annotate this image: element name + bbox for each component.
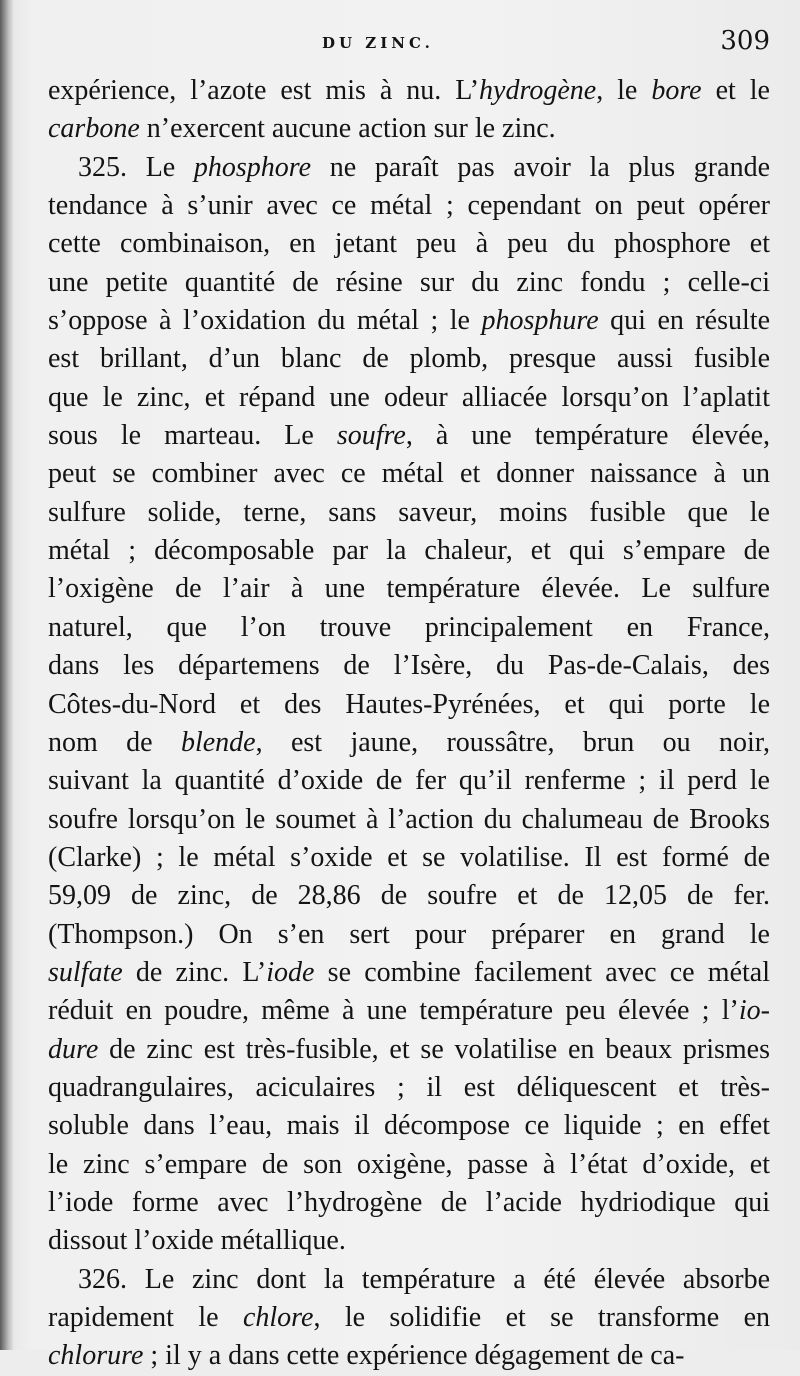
italic-term: sulfate bbox=[48, 956, 123, 988]
text-run: et le bbox=[701, 75, 770, 106]
text-line bbox=[48, 1337, 770, 1375]
text-run: , le bbox=[596, 75, 652, 106]
text-run: rapidement le bbox=[48, 1302, 243, 1333]
text-line bbox=[48, 72, 770, 110]
italic-term: chlorure bbox=[48, 1340, 144, 1372]
text-run: métal ; décomposable par la chaleur, et qui s’empare de bbox=[48, 535, 770, 567]
text-line bbox=[48, 340, 770, 378]
text-run: 326. Le zinc dont la température a été élevée absorbe bbox=[78, 1263, 770, 1295]
text-run: (Thompson.) On s’en sert pour préparer en grand le bbox=[48, 918, 770, 950]
text-run: réduit en poudre, même à une température peu élevée ; l’ bbox=[48, 995, 739, 1027]
text-line bbox=[48, 532, 770, 570]
text-run: se combine facilement avec ce métal bbox=[314, 956, 770, 988]
text-run: ne paraît pas avoir la plus grande bbox=[311, 151, 770, 183]
italic-term: hydrogène bbox=[479, 75, 597, 106]
text-run: naturel, que l’on trouve principalement en France, bbox=[48, 611, 770, 643]
text-line bbox=[48, 302, 770, 340]
italic-term: phosphure bbox=[481, 305, 599, 337]
text-run: (Clarke) ; le métal s’oxide et se volatilise. Il est formé de bbox=[48, 841, 770, 873]
text-run: sous le marteau. Le bbox=[48, 420, 337, 452]
text-run: de zinc. L’ bbox=[122, 956, 267, 988]
running-head bbox=[48, 26, 770, 66]
page-number: 309 bbox=[720, 26, 770, 56]
text-run: cette combinaison, en jetant peu à peu du phosphore et bbox=[48, 228, 770, 260]
text-run: nom de bbox=[48, 726, 181, 758]
text-line bbox=[48, 916, 770, 954]
text-run: une petite quantité de résine sur du zinc fondu ; celle-ci bbox=[48, 266, 770, 298]
text-run: soluble dans l’eau, mais il décompose ce liquide ; en effet bbox=[48, 1110, 770, 1142]
text-run: s’oppose à l’oxidation du métal ; le bbox=[48, 305, 482, 337]
text-line bbox=[48, 110, 770, 148]
text-line bbox=[48, 839, 770, 877]
text-run: n’exercent aucune action sur le zinc. bbox=[139, 113, 556, 145]
italic-term: iode bbox=[266, 956, 315, 988]
text-run: , le solidifie et se transforme en bbox=[313, 1302, 770, 1333]
text-line bbox=[48, 494, 770, 532]
text-line bbox=[48, 877, 770, 915]
italic-term: bore bbox=[651, 75, 702, 106]
italic-term: chlore bbox=[242, 1302, 314, 1333]
text-run: ; il y a dans cette expérience dégagement de ca- bbox=[143, 1340, 685, 1372]
text-run: dans les départemens de l’Isère, du Pas-de-Calais, des bbox=[48, 650, 770, 682]
italic-term: blende bbox=[180, 726, 256, 758]
text-run: l’iode forme avec l’hydrogène de l’acide hydriodique qui bbox=[48, 1186, 770, 1218]
text-run: quadrangulaires, aciculaires ; il est déliquescent et très- bbox=[48, 1071, 770, 1103]
text-line bbox=[48, 686, 770, 724]
italic-term: carbone bbox=[48, 113, 140, 145]
text-line bbox=[48, 609, 770, 647]
text-line bbox=[48, 417, 770, 455]
text-line bbox=[48, 1031, 770, 1069]
text-run: expérience, l’azote est mis à nu. L’ bbox=[48, 75, 480, 106]
text-line bbox=[48, 225, 770, 263]
text-run: est brillant, d’un blanc de plomb, presque aussi fusible bbox=[48, 343, 770, 375]
text-line bbox=[48, 1069, 770, 1107]
body-text bbox=[48, 72, 770, 1376]
text-run: de zinc est très-fusible, et se volatilise en beaux prismes bbox=[98, 1033, 770, 1065]
text-run: tendance à s’unir avec ce métal ; cependant on peut opérer bbox=[48, 190, 770, 222]
page-binding-shadow bbox=[0, 0, 14, 1350]
text-run: , est jaune, roussâtre, brun ou noir, bbox=[255, 726, 770, 758]
running-head-title: DU ZINC. bbox=[322, 34, 434, 52]
text-run: , à une température élevée, bbox=[405, 420, 770, 452]
text-line bbox=[48, 1184, 770, 1222]
text-line bbox=[48, 264, 770, 302]
text-run: l’oxigène de l’air à une température élevée. Le sulfure bbox=[48, 573, 770, 605]
italic-term: phosphore bbox=[193, 151, 312, 183]
text-run: dissout l’oxide métallique. bbox=[48, 1225, 346, 1257]
italic-term: soufre bbox=[336, 420, 406, 452]
text-run: le zinc s’empare de son oxigène, passe à l’état d’oxide, et bbox=[48, 1148, 770, 1180]
text-line bbox=[48, 187, 770, 225]
text-line bbox=[48, 1146, 770, 1184]
text-line bbox=[48, 455, 770, 493]
text-line bbox=[48, 992, 770, 1030]
text-line bbox=[48, 801, 770, 839]
text-line bbox=[48, 762, 770, 800]
text-line bbox=[48, 1107, 770, 1145]
text-run: peut se combiner avec ce métal et donner naissance à un bbox=[48, 458, 770, 490]
text-run: 325. Le bbox=[78, 151, 194, 183]
text-line bbox=[48, 379, 770, 417]
text-run: soufre lorsqu’on le soumet à l’action du chalumeau de Brooks bbox=[48, 803, 770, 835]
text-line bbox=[48, 149, 770, 187]
text-run: 59,09 de zinc, de 28,86 de soufre et de 12,05 de fer. bbox=[48, 880, 770, 912]
text-run: Côtes-du-Nord et des Hautes-Pyrénées, et qui porte le bbox=[48, 688, 770, 720]
italic-term: dure bbox=[48, 1033, 99, 1065]
text-run: que le zinc, et répand une odeur alliacée lorsqu’on l’aplatit bbox=[48, 381, 770, 413]
text-run: suivant la quantité d’oxide de fer qu’il renferme ; il perd le bbox=[48, 765, 770, 797]
text-line bbox=[48, 954, 770, 992]
text-line bbox=[48, 1222, 770, 1260]
text-line bbox=[48, 647, 770, 685]
text-run: qui en résulte bbox=[598, 305, 770, 337]
text-line bbox=[48, 570, 770, 608]
text-line bbox=[48, 1261, 770, 1299]
italic-term: io- bbox=[738, 995, 770, 1027]
text-run: sulfure solide, terne, sans saveur, moins fusible que le bbox=[48, 496, 770, 528]
text-line bbox=[48, 1299, 770, 1337]
text-line bbox=[48, 724, 770, 762]
